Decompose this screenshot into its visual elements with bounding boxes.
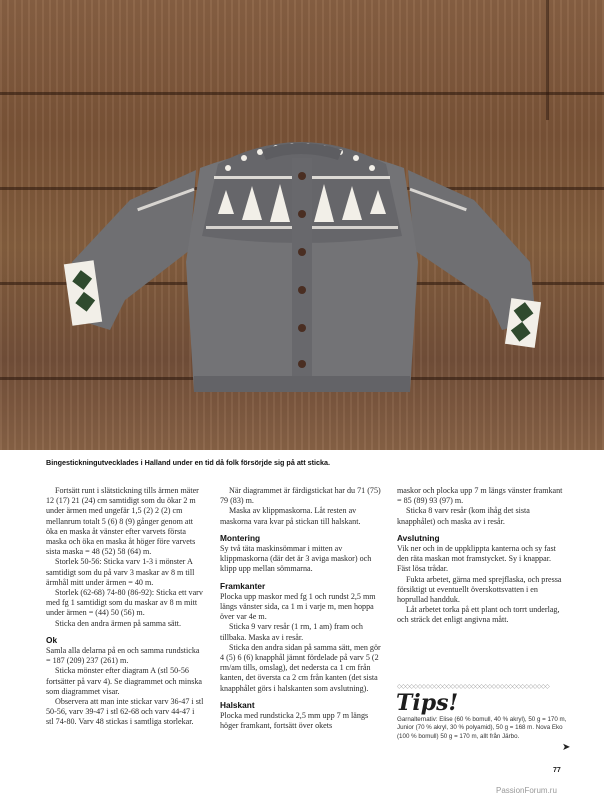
paragraph: Samla alla delarna på en och samma rundsticka = 187 (209) 237 (261) m.	[46, 646, 200, 666]
paragraph: Storlek (62-68) 74-80 (86-92): Sticka ett varv med fg 1 samtidigt som du maskar av 8 m mitt under ärmen = (44) 50 (56) m.	[46, 588, 203, 618]
paragraph: Sy två täta maskinsömmar i mitten av klippmaskorna (där det är 3 aviga maskor) och klipp upp mellan sömmarna.	[220, 544, 372, 574]
arrow-right-icon: ➤	[562, 742, 571, 753]
paragraph: Sticka 8 varv resår (kom ihåg det sista knapphålet) och maska av i resår.	[397, 506, 530, 526]
tips-body: Garnalternativ: Elise (60 % bomull, 40 % akryl), 50 g = 170 m, Junior (70 % akryl, 30 % polyamid), 50 g = 168 m. Nova Eko (100 % bomull) 50 g = 170 m, allt från Järbo.	[397, 716, 567, 740]
section-heading-ok: Ok	[46, 634, 58, 645]
paragraph: Plocka upp maskor med fg 1 och rundst 2,5 mm längs vänster sida, ca 1 m i varje m, men hoppa över var 4e m.	[220, 591, 376, 622]
decorative-divider: ◇◇◇◇◇◇◇◇◇◇◇◇◇◇◇◇◇◇◇◇◇◇◇◇◇◇◇◇◇◇◇◇◇◇◇◇◇	[397, 684, 550, 690]
page-number: 77	[553, 767, 561, 774]
paragraph: Vik ner och in de uppklippta kanterna och sy fast den räta maskan mot framstycket. Sy i knappar. Fäst lösa trådar.	[397, 544, 556, 574]
paragraph: Maska av klippmaskorna. Låt resten av maskorna vara kvar på stickan till halskant.	[220, 506, 361, 526]
section-heading-avslutning: Avslutning	[397, 532, 440, 543]
paragraph: Observera att man inte stickar varv 36-47 i stl 50-56, varv 39-47 i stl 62-68 och varv 44-47 i stl 74-80. Varv 48 stickas i samtliga storlekar.	[46, 697, 204, 727]
paragraph: Sticka 9 varv resår (1 rm, 1 am) fram och tillbaka. Maska av i resår.	[220, 622, 363, 642]
paragraph: Sticka den andra ärmen på samma sätt.	[55, 618, 182, 628]
text-column-2	[220, 486, 382, 731]
paragraph: Låt arbetet torka på ett plant och torrt underlag, och sträck det enligt angivna mått.	[397, 605, 560, 625]
paragraph: Sticka mönster efter diagram A (stl 50-56 fortsätter på varv 4). Se diagrammet och minska som diagrammet visar.	[46, 666, 202, 696]
text-column-1	[46, 486, 204, 728]
tips-title: Tips!	[396, 690, 459, 716]
photo-caption: Bingestickningutvecklades i Halland under en tid då folk försörjde sig på att sticka.	[46, 458, 330, 467]
paragraph: Storlek 50-56: Sticka varv 1-3 i mönster A samtidigt som du på varv 3 maskar av 8 m till ärmhål mitt under ärmen = 40 m.	[46, 557, 195, 587]
watermark: PassionForum.ru	[496, 786, 557, 795]
paragraph: När diagrammet är färdigstickat har du 71 (75) 79 (83) m.	[220, 486, 381, 506]
paragraph: Sticka den andra sidan på samma sätt, men gör 4 (5) 6 (6) knapphål jämnt fördelade på varv 5 (2 rm/am tills, omslag), det nedersta ca 1 cm från kanten, det översta ca 2 cm från kanten (det sista knapphålet görs i halskanten som avslutning).	[220, 642, 381, 693]
paragraph: Plocka med rundsticka 2,5 mm upp 7 m längs höger framkant, fortsätt över okets	[220, 711, 369, 731]
section-heading-halskant: Halskant	[220, 699, 255, 710]
paragraph: maskor och plocka upp 7 m längs vänster framkant = 85 (89) 93 (97) m.	[397, 486, 563, 506]
section-heading-framkanter: Framkanter	[220, 580, 266, 591]
paragraph: Fukta arbetet, gärna med sprejflaska, och pressa försiktigt ut eventuellt överskottsvatten i en hoprullad handduk.	[397, 574, 562, 605]
paragraph: Fortsätt runt i slätstickning tills ärmen mäter 12 (17) 21 (24) cm samtidigt som du ökar 2 m under ärmen med ungefär 1,5 (2) 2 (2) cm mellanrum totalt 5 (6) 8 (9) gånger genom att öka en maska åt vänster efter varvets första maska och öka en maska åt höger före varvets sista maska = 48 (52) 58 (64) m.	[46, 486, 199, 557]
text-column-3	[397, 486, 565, 626]
section-heading-montering: Montering	[220, 532, 261, 543]
